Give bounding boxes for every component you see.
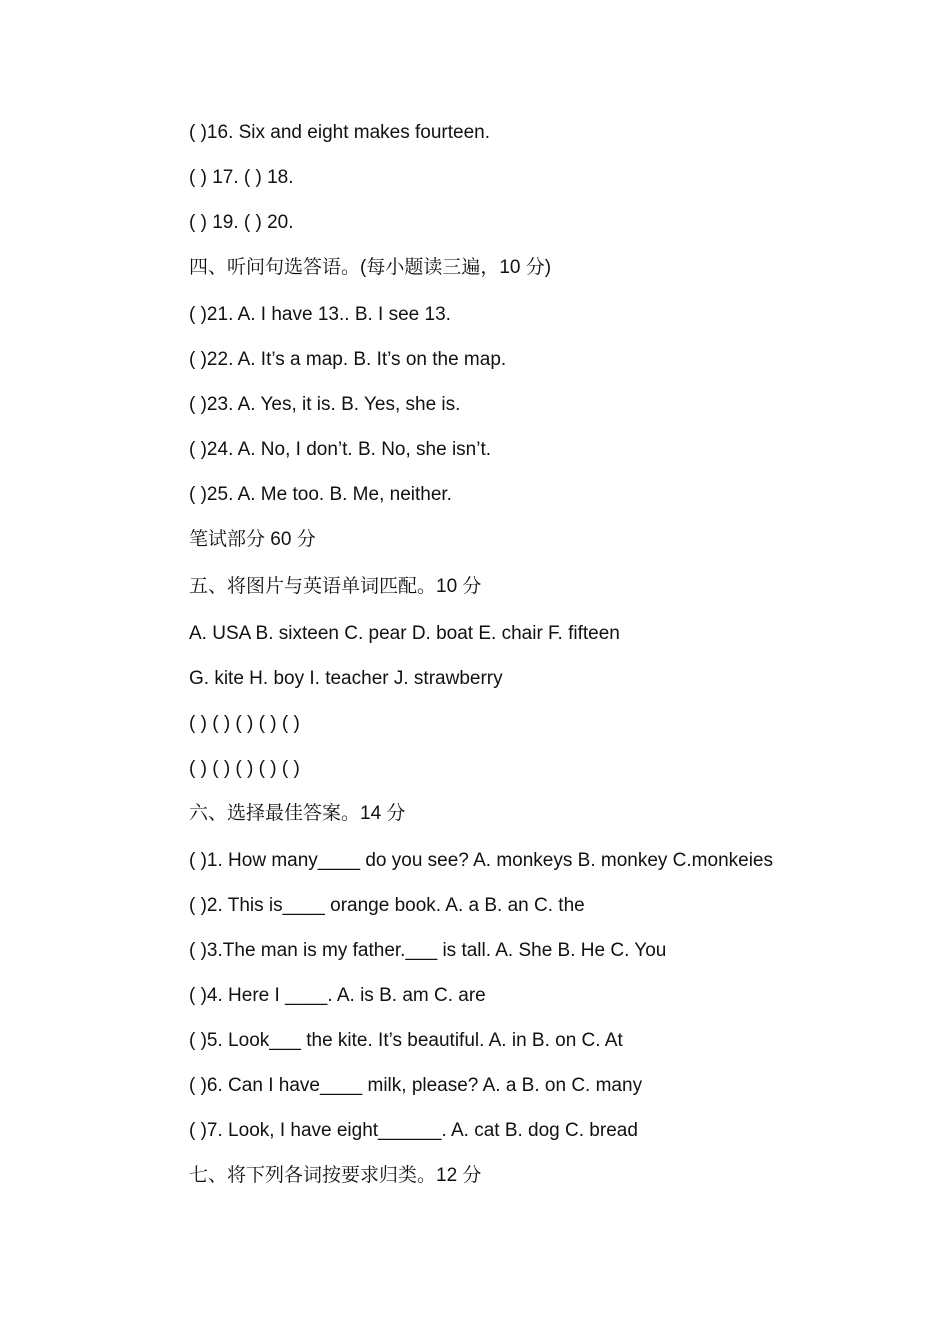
question-24: ( )24. A. No, I don’t. B. No, she isn’t. bbox=[189, 439, 492, 460]
written-part-heading: 笔试部分 60 分 bbox=[189, 529, 316, 550]
choice-question-3: ( )3.The man is my father.___ is tall. A. She B. He C. You bbox=[189, 940, 667, 961]
choice-question-2: ( )2. This is____ orange book. A. a B. an C. the bbox=[189, 895, 585, 916]
question-17-18: ( ) 17. ( ) 18. bbox=[189, 167, 294, 188]
word-list-2: G. kite H. boy I. teacher J. strawberry bbox=[189, 668, 503, 689]
question-19-20: ( ) 19. ( ) 20. bbox=[189, 212, 294, 233]
question-16: ( )16. Six and eight makes fourteen. bbox=[189, 122, 490, 143]
section-5-heading: 五、将图片与英语单词匹配。10 分 bbox=[189, 576, 482, 597]
answer-blanks-1: ( ) ( ) ( ) ( ) ( ) bbox=[189, 713, 300, 734]
answer-blanks-2: ( ) ( ) ( ) ( ) ( ) bbox=[189, 758, 300, 779]
section-6-heading: 六、选择最佳答案。14 分 bbox=[189, 803, 406, 824]
word-list-1: A. USA B. sixteen C. pear D. boat E. chair F. fifteen bbox=[189, 623, 620, 644]
choice-question-4: ( )4. Here I ____. A. is B. am C. are bbox=[189, 985, 486, 1006]
question-21: ( )21. A. I have 13.. B. I see 13. bbox=[189, 304, 451, 325]
document-page bbox=[189, 116, 889, 1206]
section-7-heading: 七、将下列各词按要求归类。12 分 bbox=[189, 1165, 482, 1186]
section-4-heading: 四、听问句选答语。(每小题读三遍，10 分) bbox=[189, 257, 552, 278]
choice-question-6: ( )6. Can I have____ milk, please? A. a B. on C. many bbox=[189, 1075, 643, 1096]
choice-question-7: ( )7. Look, I have eight______. A. cat B. dog C. bread bbox=[189, 1120, 638, 1141]
question-23: ( )23. A. Yes, it is. B. Yes, she is. bbox=[189, 394, 461, 415]
question-25: ( )25. A. Me too. B. Me, neither. bbox=[189, 484, 452, 505]
choice-question-1: ( )1. How many____ do you see? A. monkeys B. monkey C.monkeies bbox=[189, 850, 773, 871]
choice-question-5: ( )5. Look___ the kite. It’s beautiful. A. in B. on C. At bbox=[189, 1030, 623, 1051]
question-22: ( )22. A. It’s a map. B. It’s on the map. bbox=[189, 349, 507, 370]
